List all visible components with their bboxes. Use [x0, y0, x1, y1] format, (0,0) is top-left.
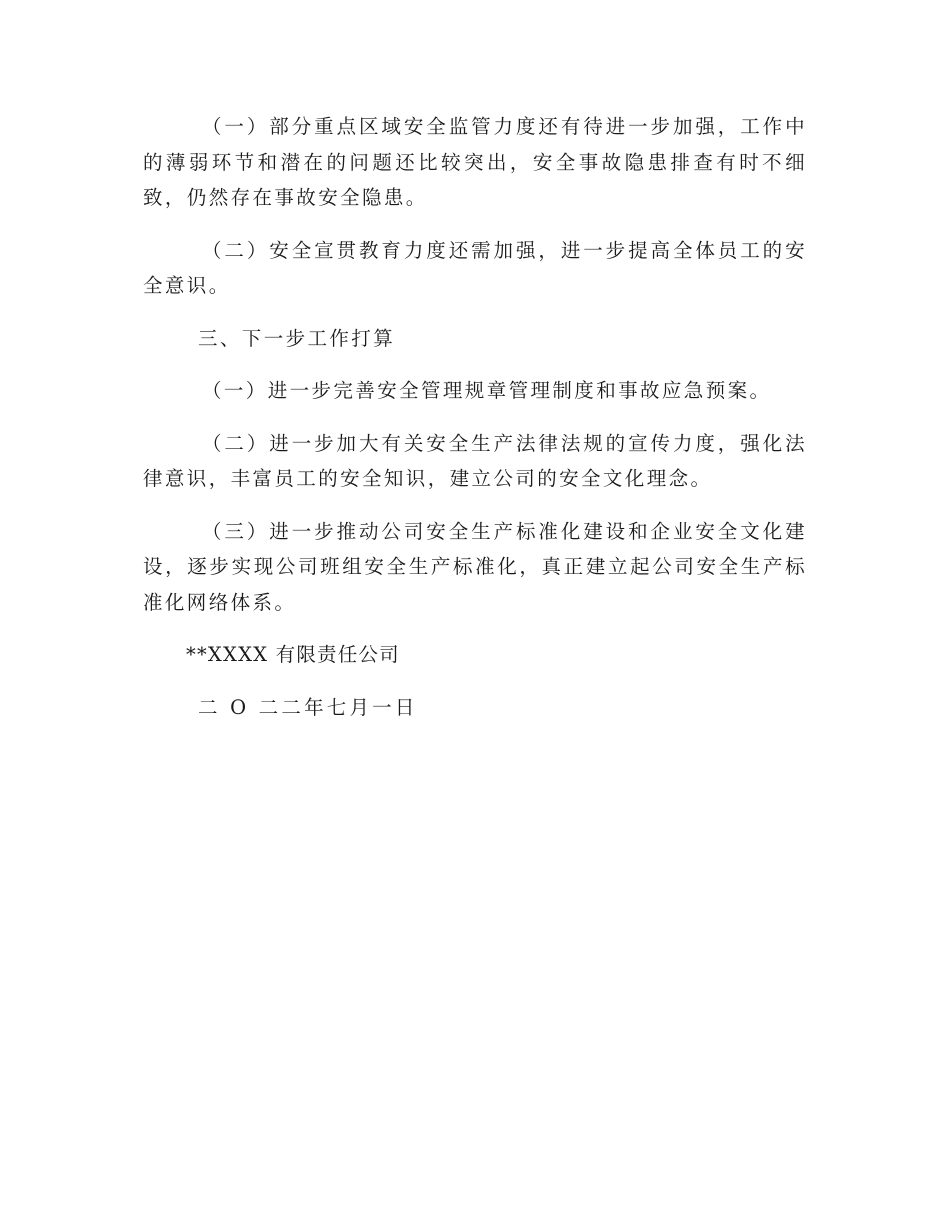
signature-date: 二 O 二二年七月一日	[198, 695, 418, 719]
section-heading: 三、下一步工作打算	[198, 326, 396, 350]
document-body	[143, 109, 807, 725]
paragraph-issue-1: （一）部分重点区域安全监管力度还有待进一步加强，工作中的薄弱环节和潜在的问题还比较突出，安全事故隐患排查有时不细致，仍然存在事故安全隐患。	[143, 115, 807, 209]
paragraph-plan-3: （三）进一步推动公司安全生产标准化建设和企业安全文化建设，逐步实现公司班组安全生产标准化，真正建立起公司安全生产标准化网络体系。	[143, 519, 807, 614]
paragraph-issue-2: （二）安全宣贯教育力度还需加强，进一步提高全体员工的安全意识。	[143, 238, 807, 297]
paragraph-plan-2: （二）进一步加大有关安全生产法律法规的宣传力度，强化法律意识，丰富员工的安全知识，建立公司的安全文化理念。	[143, 431, 807, 490]
signature-company: **XXXX 有限责任公司	[186, 643, 400, 666]
paragraph-plan-1: （一）进一步完善安全管理规章管理制度和事故应急预案。	[202, 379, 772, 402]
